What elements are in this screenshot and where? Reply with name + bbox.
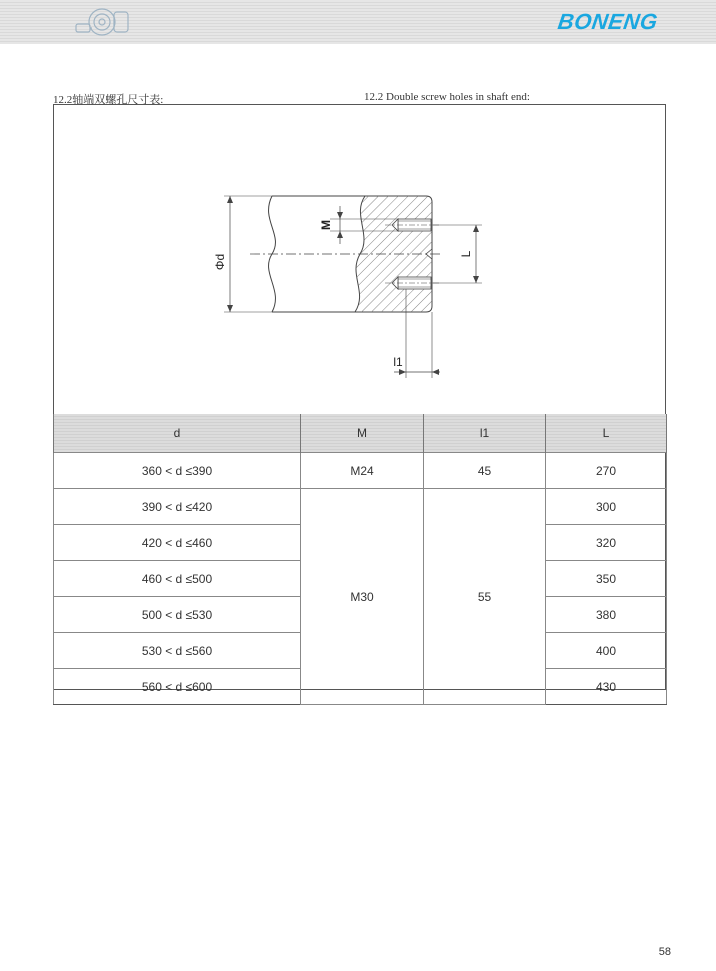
cell-l: 400 xyxy=(546,633,667,669)
cell-l: 320 xyxy=(546,525,667,561)
table-row xyxy=(54,453,667,489)
cell-l1: 45 xyxy=(424,453,546,489)
cell-m: M24 xyxy=(301,453,424,489)
brand-logo: BONENG xyxy=(556,9,660,34)
cell-l: 380 xyxy=(546,597,667,633)
table-header-row xyxy=(54,414,667,453)
cell-d: 560 < d ≤600 xyxy=(54,669,301,705)
header-m: M xyxy=(301,414,424,453)
header-l: L xyxy=(546,414,667,453)
cell-d: 500 < d ≤530 xyxy=(54,597,301,633)
cell-l: 300 xyxy=(546,489,667,525)
label-l: L xyxy=(459,250,473,258)
cell-d: 530 < d ≤560 xyxy=(54,633,301,669)
section-title-cn: 12.2轴端双螺孔尺寸表: xyxy=(53,94,164,106)
cell-d: 360 < d ≤390 xyxy=(54,453,301,489)
table-row xyxy=(54,489,667,525)
header-l1: l1 xyxy=(424,414,546,453)
section-title-en: 12.2 Double screw holes in shaft end: xyxy=(364,91,530,103)
label-d: Φd xyxy=(213,253,227,271)
page-number: 58 xyxy=(658,946,671,958)
label-l1: l1 xyxy=(393,355,403,369)
header-d: d xyxy=(54,414,301,453)
cell-l: 270 xyxy=(546,453,667,489)
cell-l: 430 xyxy=(546,669,667,705)
label-m: M xyxy=(319,220,333,230)
cell-d: 390 < d ≤420 xyxy=(54,489,301,525)
cell-l1-merged: 55 xyxy=(424,489,546,705)
cell-d: 460 < d ≤500 xyxy=(54,561,301,597)
shaft-end-drawing xyxy=(0,0,716,420)
screw-hole-table xyxy=(53,414,667,705)
cell-l: 350 xyxy=(546,561,667,597)
cell-m-merged: M30 xyxy=(301,489,424,705)
cell-d: 420 < d ≤460 xyxy=(54,525,301,561)
